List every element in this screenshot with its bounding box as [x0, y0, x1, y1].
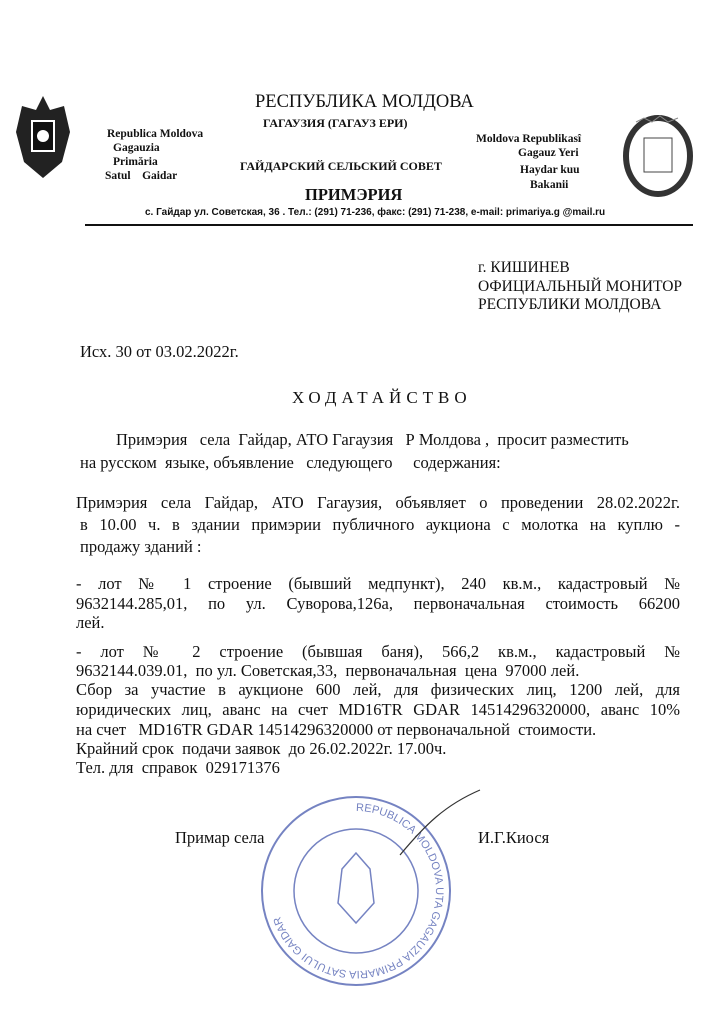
- fee-line: Сбор за участие в аукционе 600 лей, для физических лиц, 1200 лей, для: [76, 680, 680, 699]
- gagauzia-coat-of-arms-emblem: [622, 108, 694, 198]
- moldova-coat-of-arms-emblem: [12, 92, 74, 182]
- deadline-line: Крайний срок подачи заявок до 26.02.2022г. 17.00ч.: [76, 739, 447, 758]
- right-line-4: Bakanii: [530, 179, 569, 191]
- left-line-1: Republica Moldova: [107, 128, 204, 140]
- body-line: в 10.00 ч. в здании примэрии публичного аукциона с молотка на куплю -: [80, 515, 680, 534]
- council-heading: ГАЙДАРСКИЙ СЕЛЬСКИЙ СОВЕТ: [240, 159, 442, 173]
- signatory-name: И.Г.Киося: [478, 828, 550, 847]
- left-line-3: Primăria: [113, 156, 158, 168]
- right-line-1: Moldova Republikasî: [476, 133, 582, 145]
- phone-line: Тел. для справок 029171376: [76, 758, 280, 777]
- header-rule: [85, 224, 693, 226]
- lot-2-line: 9632144.039.01, по ул. Советская,33, первоначальная цена 97000 лей.: [76, 661, 580, 680]
- lot-1-line: - лот № 1 строение (бывший медпункт), 240 кв.м., кадастровый №: [76, 574, 680, 593]
- country-heading: РЕСПУБЛИКА МОЛДОВА: [255, 92, 474, 112]
- addressee-line: ОФИЦИАЛЬНЫЙ МОНИТОР: [478, 277, 683, 295]
- lot-2-line: - лот № 2 строение (бывшая баня), 566,2 кв.м., кадастровый №: [76, 642, 680, 661]
- left-line-2: Gagauzia: [113, 142, 160, 154]
- body-line: на русском языке, объявление следующего содержания:: [80, 453, 501, 472]
- handwritten-signature: [395, 785, 485, 865]
- body-line: Примэрия села Гайдар, АТО Гагаузия, объявляет о проведении 28.02.2022г.: [76, 493, 680, 512]
- fee-line: юридических лиц, аванс на счет MD16TR GDAR 14514296320000, аванс 10%: [76, 700, 680, 719]
- body-line: продажу зданий :: [80, 537, 202, 556]
- lot-1-line: 9632144.285,01, по ул. Суворова,126а, первоначальная стоимость 66200: [76, 594, 680, 613]
- right-line-3: Haydar kuu: [520, 164, 580, 176]
- body-line: Примэрия села Гайдар, АТО Гагаузия Р Молдова , просит разместить: [116, 430, 629, 449]
- fee-line: на счет MD16TR GDAR 14514296320000 от первоначальной стоимости.: [76, 720, 597, 739]
- signatory-title: Примар села: [175, 828, 265, 847]
- contact-address: с. Гайдар ул. Советская, 36 . Тел.: (291) 71-236, факс: (291) 71-238, e-mail: primariya.g @mail.ru: [145, 207, 606, 218]
- addressee-line: РЕСПУБЛИКИ МОЛДОВА: [478, 296, 662, 313]
- outgoing-reference: Исх. 30 от 03.02.2022г.: [80, 342, 239, 361]
- addressee-line: г. КИШИНЕВ: [478, 259, 570, 276]
- right-line-2: Gagauz Yeri: [518, 147, 579, 159]
- stamp-ring-text: REPUBLICA MOLDOVA UTA GAGAUZIA PRIMARIA SATULUI GAIDAR: [271, 801, 445, 981]
- lot-1-line: лей.: [76, 613, 105, 632]
- left-line-4: Satul Gaidar: [105, 170, 178, 182]
- region-heading: ГАГАУЗИЯ (ГАГАУЗ ЕРИ): [263, 116, 408, 130]
- addressee-block: [478, 259, 682, 315]
- document-title: ХОДАТАЙСТВО: [292, 388, 472, 407]
- office-heading: ПРИМЭРИЯ: [305, 185, 403, 204]
